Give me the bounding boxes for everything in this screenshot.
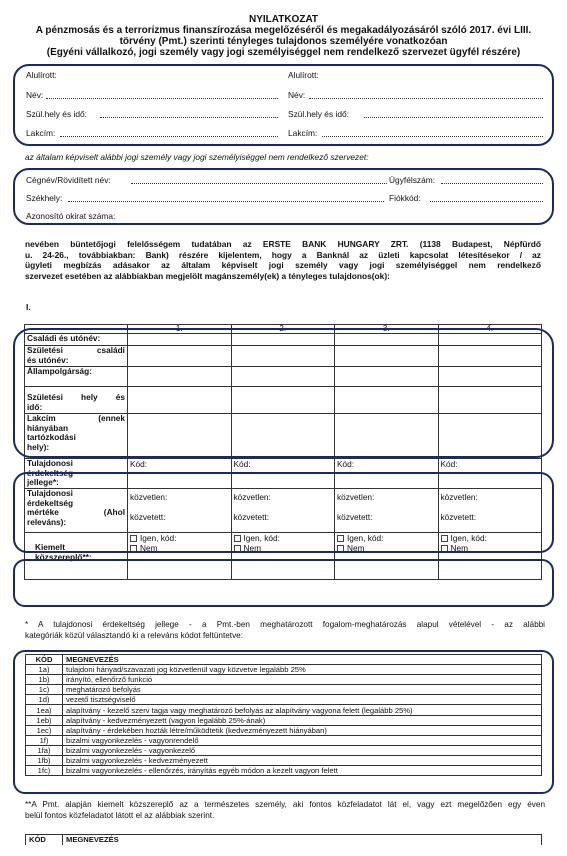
represented-text: az általam képviselt alábbi jogi személy vagy jogi személyiséggel nem rendelkező szervezet: <box>25 152 369 162</box>
row-label-szuletesi-nev: Születési családi és utónév: <box>25 346 128 367</box>
cell-mertek-1[interactable]: közvetlen: közvetett: <box>128 489 232 533</box>
nev-field-left[interactable] <box>46 98 278 99</box>
cell-mertek-4[interactable]: közvetlen: közvetett: <box>438 489 542 533</box>
table-row: 1fa) bizalmi vagyonkezelés - vagyonkezelő <box>26 745 542 755</box>
title-line-2: törvény (Pmt.) szerinti tényleges tulajdonos személyére vonatkozóan <box>119 36 448 47</box>
codes2-header-megnevezes: MEGNEVEZÉS <box>63 835 542 846</box>
fiokkod-field[interactable] <box>430 201 543 202</box>
footnote-2: **A Pmt. alapján kiemelt közszereplő az a természetes személy, aki fontos közfeladatot lát el, vagy ezt megelőzően egy éven belül fontos közfeladatot látott el az alábbiak szerint. <box>25 800 545 820</box>
signer-oval <box>13 64 554 146</box>
codes-header-kod: KÓD <box>26 655 63 665</box>
declaration-line-1: nevében büntetőjogi felelősségem tudatában az ERSTE BANK HUNGARY ZRT. (1138 Budapest, Népfürdő <box>25 239 541 249</box>
owners-personal-oval <box>13 328 554 458</box>
szul-label-right: Szül.hely és idő: <box>288 109 349 119</box>
lakcim-label-right: Lakcím: <box>288 128 318 138</box>
row-label-mertek: Tulajdonosi érdekeltség mértéke (Ahol releváns): <box>25 489 128 533</box>
declaration-paragraph <box>25 239 541 281</box>
title-line-1: A pénzmosás és a terrorizmus finanszírozása megelőzéséről és megakadályozásáról szóló 2017. évi LIII. <box>35 25 532 36</box>
lakcim-label-left: Lakcím: <box>26 128 56 138</box>
row-label-csaladi: Családi és utónév: <box>25 334 128 346</box>
alulirott-label-right: Alulírott: <box>288 70 319 80</box>
szul-label-left: Szül.hely és idő: <box>26 109 87 119</box>
cell-kod-4[interactable]: Kód: <box>438 459 542 489</box>
fiokkod-label: Fiókkód: <box>389 193 421 203</box>
table-row: 1eb) alapítvány - kedvezményezett (vagyon legalább 25%-ának) <box>26 715 542 725</box>
declaration-line-4: szervezet esetében az alábbiakban megjelölt magánszemély(ek) a tényleges tulajdonos(ok): <box>25 270 390 281</box>
table-row: 1b) irányító, ellenőrző funkció <box>26 675 542 685</box>
table-row: 1ea) alapítvány - kezelő szerv tagja vagy meghatározó befolyás az alapítvány vagyona felett (legalább 25%) <box>26 705 542 715</box>
cell-kiemelt-1[interactable]: Igen, kód: Nem <box>128 533 232 580</box>
cell-mertek-2[interactable]: közvetlen: közvetett: <box>231 489 335 533</box>
lakcim-field-left[interactable] <box>60 136 278 137</box>
codes-oval <box>13 650 554 794</box>
owners-interest-oval <box>13 472 554 553</box>
lakcim-field-right[interactable] <box>322 136 543 137</box>
table-row: 1f) bizalmi vagyonkezelés - vagyonrendelő <box>26 735 542 745</box>
table-row: 1fb) bizalmi vagyonkezelés - kedvezményezett <box>26 755 542 765</box>
owner-col-1: 1. <box>128 325 232 334</box>
footnote-1: * A tulajdonosi érdekeltség jellege - a Pmt.-ben meghatározott fogalom-meghatározás alapul vételével - az alábbi kategóriák közül választandó ki a releváns kódot feltüntetve: <box>25 620 545 640</box>
nev-field-right[interactable] <box>309 98 543 99</box>
ugyfelszam-label: Ügyfélszám: <box>389 175 436 185</box>
codes2-header-kod: KÓD <box>26 835 63 846</box>
table-row: 1fc) bizalmi vagyonkezelés - ellenőrzés, irányítás egyéb módon a kezelt vagyon felett <box>26 766 542 776</box>
row-label-jelleg: Tulajdonosi érdekeltség jellege*: <box>25 459 128 489</box>
table-row: 1ec) alapítvány - érdekében hozták létre/működtetik (kedvezményezett hiányában) <box>26 725 542 735</box>
szekhely-label: Székhely: <box>26 193 63 203</box>
cell-mertek-3[interactable]: közvetlen: közvetett: <box>335 489 439 533</box>
title-line-3: (Egyéni vállalkozó, jogi személy vagy jogi személyiséggel nem rendelkező szervezet ügyfél részére) <box>46 47 521 58</box>
section-label: I. <box>26 302 31 312</box>
codes-header-megnevezes: MEGNEVEZÉS <box>63 655 542 665</box>
cegnev-field[interactable] <box>131 183 387 184</box>
nev-label-right: Név: <box>288 90 306 100</box>
owner-col-3: 3. <box>335 325 439 334</box>
ugyfelszam-field[interactable] <box>441 183 543 184</box>
owners-pep-oval <box>13 559 554 607</box>
cell-kiemelt-2[interactable]: Igen, kód: Nem <box>231 533 335 580</box>
row-label-lakcim: Lakcím (ennek hiányában tartózkodási hely): <box>25 414 128 459</box>
document-title: NYILATKOZAT <box>248 14 319 25</box>
szul-field-left[interactable] <box>100 117 278 118</box>
cell-kod-3[interactable]: Kód: <box>335 459 439 489</box>
row-label-kiemelt: Kiemelt közszereplő**: <box>25 533 128 580</box>
row-label-szulhely: Születési hely és idő: <box>25 387 128 414</box>
row-label-allampolgarsag: Állampolgárság: <box>25 367 128 387</box>
szul-field-right[interactable] <box>364 117 543 118</box>
table-row: 1d) vezető tisztségviselő <box>26 695 542 705</box>
cell-kiemelt-4[interactable]: Igen, kód: Nem <box>438 533 542 580</box>
table-row: 1c) meghatározó befolyás <box>26 685 542 695</box>
cell-kod-1[interactable]: Kód: <box>128 459 232 489</box>
szekhely-field[interactable] <box>68 201 384 202</box>
declaration-line-2: u. 24-26., továbbiakban: Bank) részére kijelentem, hogy a Banknál az üzleti kapcsolat létesítésekor / az <box>25 249 541 260</box>
cell-kiemelt-3[interactable]: Igen, kód: Nem <box>335 533 439 580</box>
alulirott-label-left: Alulírott: <box>26 70 57 80</box>
cell-kod-2[interactable]: Kód: <box>231 459 335 489</box>
codes-table-2 <box>25 834 542 845</box>
azonosito-label: Azonosító okirat száma: <box>26 211 116 221</box>
owner-col-2: 2. <box>231 325 335 334</box>
declaration-line-3: ügyleti megbízás adásakor az általam képviselt jogi személy vagy jogi személyiséggel nem rendelkező <box>25 260 541 271</box>
owner-col-4: 4. <box>438 325 542 334</box>
table-row: 1a) tulajdoni hányad/szavazati jog közvetlenül vagy közvetve legalább 25% <box>26 665 542 675</box>
nev-label-left: Név: <box>26 90 44 100</box>
cegnev-label: Cégnév/Rövidített név: <box>26 175 111 185</box>
